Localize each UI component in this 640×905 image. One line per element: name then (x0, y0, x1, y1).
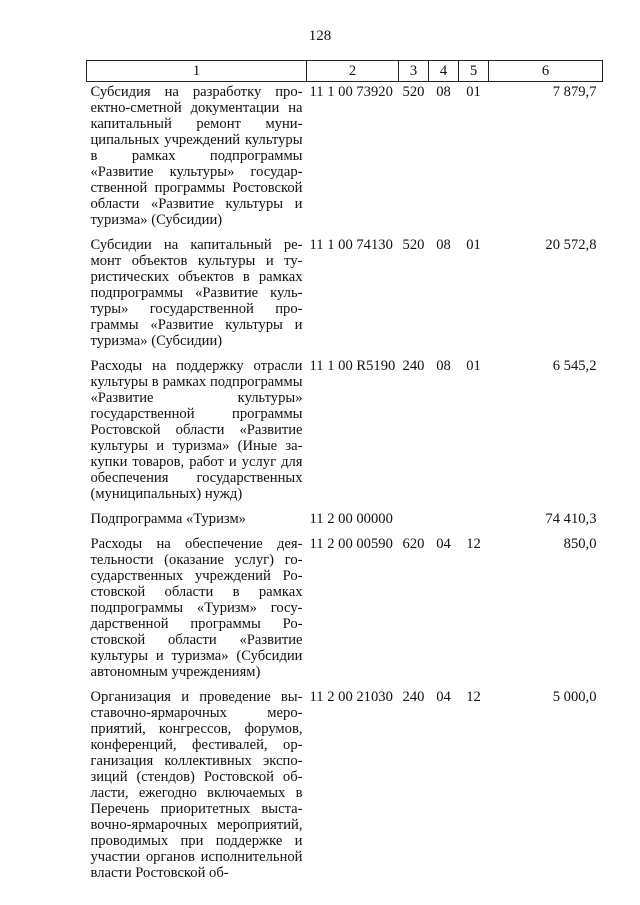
expense-type-code: 620 (402, 536, 425, 552)
section-code: 04 (436, 689, 451, 705)
column-header: 5 (459, 61, 489, 82)
section-code: 04 (436, 536, 451, 552)
expense-name: Расходы на поддержку отрасли культуры в рамках подпрограммы «Развитие культуры» государственной программы Ростовской области «Развитие культуры и туризма» (Иные закупки товаров, работ и услуг для обеспечения государственных (муниципальных) нужд) (90, 358, 303, 502)
expense-type-code: 520 (402, 237, 425, 253)
column-header: 3 (399, 61, 429, 82)
column-header: 6 (489, 61, 603, 82)
expense-name: Организация и проведение выставочно-ярмарочных мероприятий, конгрессов, форумов, конференций, фестивалей, организация коллективных экспозиций (стендов) Ростовской области, ежегодно включаемых в Перечень приоритетных выставочно-ярмарочных мероприятий, проводимых при поддержке и участии органов исполнительной власти Ростовской об- (90, 689, 303, 881)
table-row (87, 509, 603, 534)
amount: 20 572,8 (545, 237, 597, 253)
subsection-code: 01 (466, 84, 481, 100)
expense-name: Расходы на обеспечение деятельности (оказание услуг) государственных учреждений Ростовской области в рамках подпрограммы «Туризм» государственной программы Ростовской области «Развитие культуры и туризма» (Субсидии автономным учреждениям) (90, 536, 303, 680)
expense-type-code (399, 509, 429, 534)
column-header: 1 (87, 61, 307, 82)
subsection-code (459, 509, 489, 534)
column-header: 2 (307, 61, 399, 82)
table-row (87, 534, 603, 687)
expense-name: Подпрограмма «Туризм» (90, 511, 246, 527)
table-row (87, 356, 603, 509)
budget-table (86, 60, 603, 888)
target-code: 11 1 00 73920 (309, 84, 393, 100)
section-code: 08 (436, 84, 451, 100)
table-row (87, 687, 603, 888)
section-code: 08 (436, 237, 451, 253)
expense-type-code: 240 (402, 358, 425, 374)
table-header-row (87, 61, 603, 82)
page-number: 128 (308, 28, 332, 44)
section-code: 08 (436, 358, 451, 374)
amount: 7 879,7 (552, 84, 597, 100)
subsection-code: 12 (466, 536, 481, 552)
target-code: 11 1 00 74130 (309, 237, 393, 253)
table-row (87, 235, 603, 356)
subsection-code: 01 (466, 237, 481, 253)
target-code: 11 2 00 21030 (309, 689, 393, 705)
amount: 850,0 (563, 536, 597, 552)
expense-type-code: 520 (402, 84, 425, 100)
target-code: 11 1 00 R5190 (309, 358, 396, 374)
amount: 6 545,2 (552, 358, 597, 374)
target-code: 11 2 00 00590 (309, 536, 393, 552)
subsection-code: 01 (466, 358, 481, 374)
column-header: 4 (429, 61, 459, 82)
amount: 5 000,0 (552, 689, 597, 705)
section-code (429, 509, 459, 534)
expense-name: Субсидия на разработку проектно-сметной документации на капитальный ремонт муниципальных учреждений культуры в рамках подпрограммы «Развитие культуры» государственной программы Ростовской области «Развитие культуры и туризма» (Субсидии) (90, 84, 303, 228)
subsection-code: 12 (466, 689, 481, 705)
expense-name: Субсидии на капитальный ремонт объектов культуры и туристических объектов в рамках подпрограммы «Развитие культуры» государственной программы «Развитие культуры и туризма» (Субсидии) (90, 237, 303, 349)
table-row (87, 82, 603, 236)
expense-type-code: 240 (402, 689, 425, 705)
target-code: 11 2 00 00000 (309, 511, 393, 527)
amount: 74 410,3 (545, 511, 597, 527)
